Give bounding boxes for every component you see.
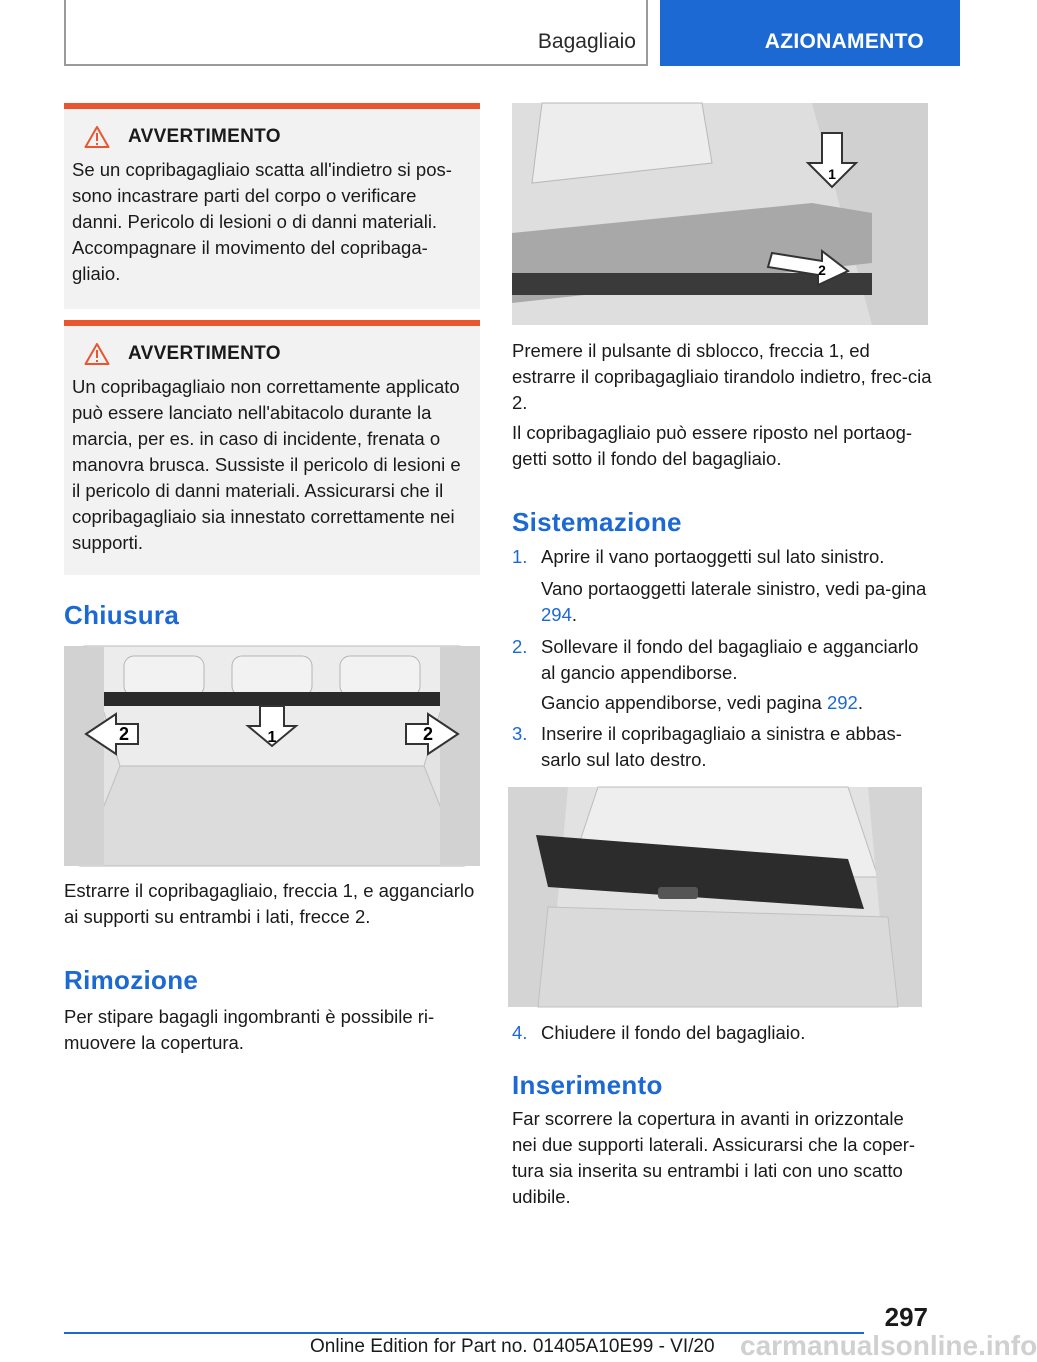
watermark: carmanualsonline.info xyxy=(740,1330,1037,1361)
rimozione-text: Per stipare bagagli ingombranti è possibile ri-muovere la copertura. xyxy=(64,1006,435,1053)
warning-title: AVVERTIMENTO xyxy=(128,343,281,364)
cover-stowed-illustration xyxy=(508,787,922,1007)
header-rule-left xyxy=(64,0,66,66)
arrow-label: 1 xyxy=(267,729,277,746)
chapter-tab-label: AZIONAMENTO xyxy=(764,30,924,53)
list-subtext: Gancio appendiborse, vedi pagina 292. xyxy=(541,692,863,713)
warning-triangle-icon xyxy=(84,342,110,366)
page-link-292[interactable]: 292 xyxy=(826,692,858,713)
arrow-label: 2 xyxy=(818,262,826,278)
footer-edition: Online Edition for Part no. 01405A10E99 - VI/20 xyxy=(310,1336,715,1357)
heading-inserimento: Inserimento xyxy=(512,1070,663,1100)
list-number: 3. xyxy=(512,723,528,744)
unlock-button-illustration xyxy=(512,103,928,325)
arrow-label: 2 xyxy=(422,724,434,744)
heading-rimozione: Rimozione xyxy=(64,965,199,995)
heading-chiusura: Chiusura xyxy=(64,600,180,630)
page-number: 297 xyxy=(884,1302,928,1332)
arrow-label: 2 xyxy=(118,724,130,744)
chapter-tab[interactable] xyxy=(660,0,960,66)
header-rule-right xyxy=(646,0,648,66)
chiusura-caption: Estrarre il copribagagliaio, freccia 1, e agganciarlo ai supporti su entrambi i lati, frecce 2. xyxy=(64,880,475,927)
list-text: Sollevare il fondo del bagagliaio e agganciarlo al gancio appendiborse. xyxy=(541,636,919,683)
list-number: 2. xyxy=(512,636,528,657)
list-text: Inserire il copribagagliaio a sinistra e abbas-sarlo sul lato destro. xyxy=(541,723,902,770)
list-number: 1. xyxy=(512,546,528,567)
unlock-caption: Premere il pulsante di sblocco, freccia 1, ed estrarre il copribagagliaio tirandolo indietro, frec-cia 2. xyxy=(512,340,932,413)
inserimento-text: Far scorrere la copertura in avanti in orizzontale nei due supporti laterali. Assicurarsi che la coper-tura sia inserita su entrambi i lati con uno scatto udibile. xyxy=(512,1108,916,1207)
warning-box-2 xyxy=(64,320,480,575)
page-link-294[interactable]: 294 xyxy=(541,604,572,625)
warning-triangle-icon xyxy=(84,125,110,149)
list-text: Aprire il vano portaoggetti sul lato sinistro. xyxy=(541,546,885,567)
heading-sistemazione: Sistemazione xyxy=(512,507,682,537)
cargo-cover-closing-illustration xyxy=(64,646,480,866)
arrow-label: 1 xyxy=(828,166,836,182)
warning-box-1 xyxy=(64,103,480,309)
header-rule-bottom xyxy=(64,64,648,66)
list-number: 4. xyxy=(512,1022,528,1043)
storage-text: Il copribagagliaio può essere riposto nel portaog-getti sotto il fondo del bagagliaio. xyxy=(512,422,913,469)
warning-text: Un copribagagliaio non correttamente applicato può essere lanciato nell'abitacolo durante la marcia, per es. in caso di incidente, frenata o manovra brusca. Sussiste il pericolo di lesioni e il pericolo di danni materiali. Assicurarsi che il copribagagliaio sia innestato correttamente nei supporti. xyxy=(72,376,461,553)
warning-text: Se un copribagagliaio scatta all'indietro si pos-sono incastrare parti del corpo o verificare danni. Pericolo di lesioni o di danni materiali. Accompagnare il movimento del copribaga-gliaio. xyxy=(72,159,452,284)
list-subtext: Vano portaoggetti laterale sinistro, vedi pa-gina 294. xyxy=(541,578,927,625)
list-text: Chiudere il fondo del bagagliaio. xyxy=(541,1022,806,1043)
warning-title: AVVERTIMENTO xyxy=(128,126,281,147)
section-title: Bagagliaio xyxy=(537,30,636,53)
